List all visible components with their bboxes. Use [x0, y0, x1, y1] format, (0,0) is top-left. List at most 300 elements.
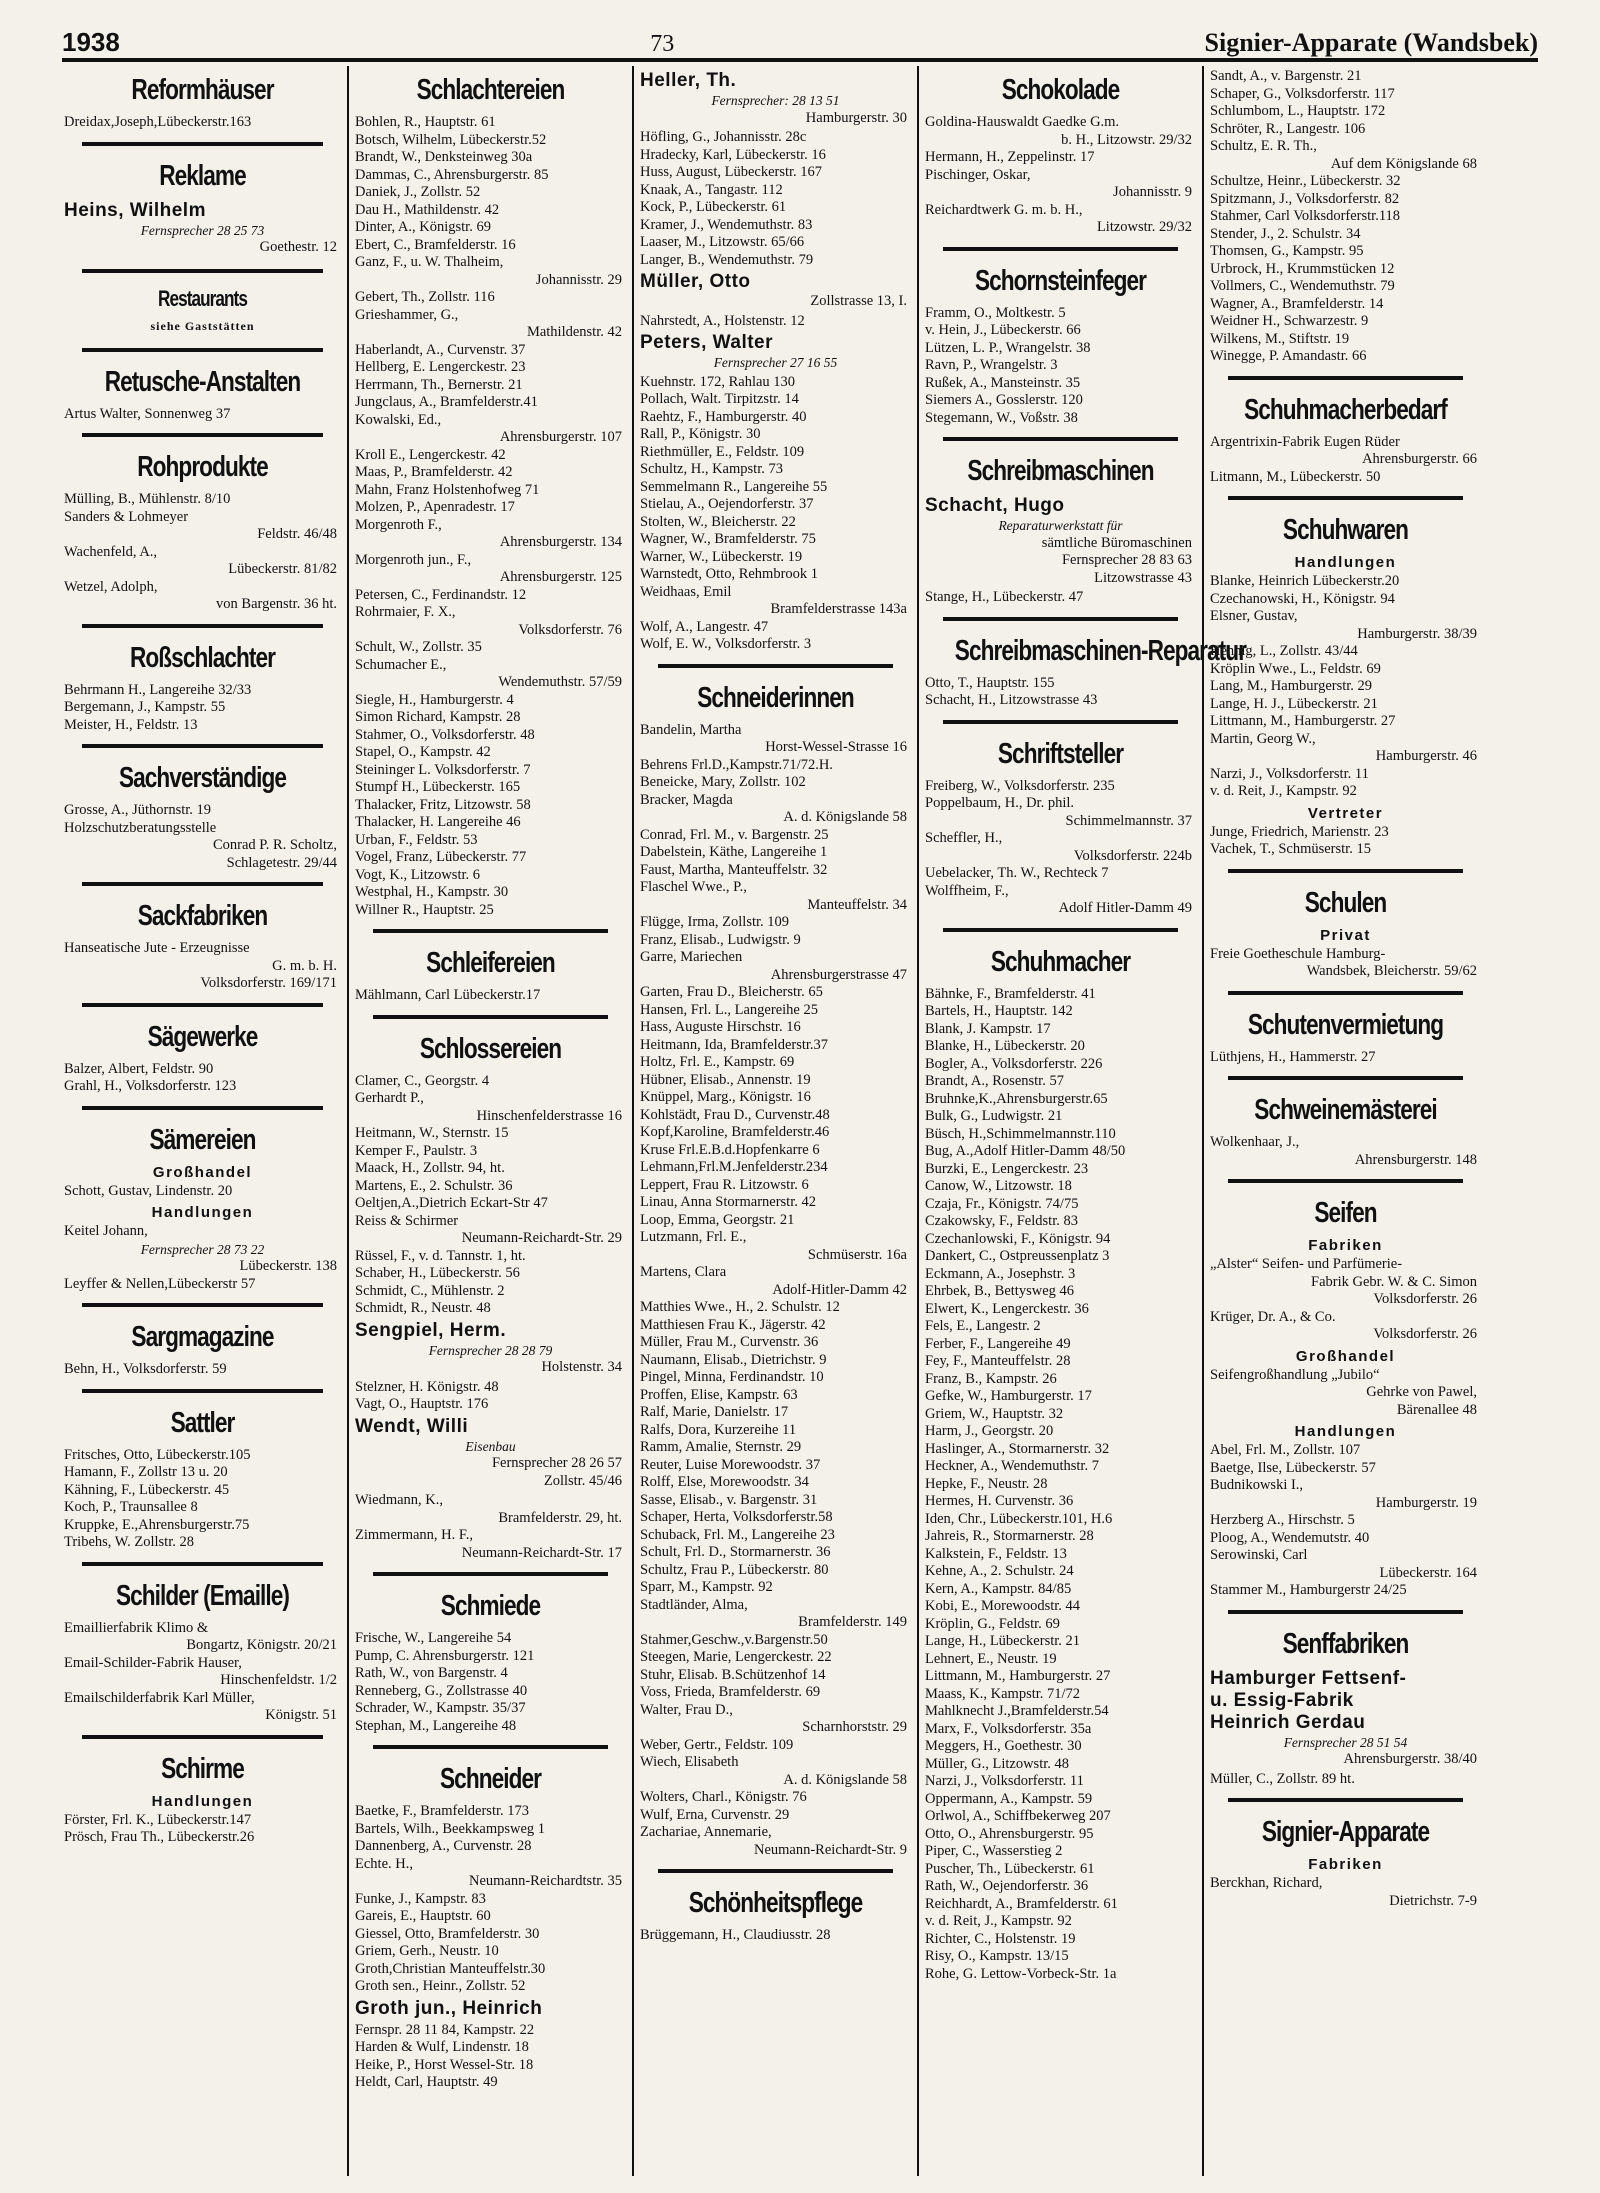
directory-entry: [925, 167, 1196, 202]
entry-name: Molzen, P., Apenradestr. 17: [355, 499, 515, 515]
entry-name: Lehmann,Frl.M.Jenfelderstr.234: [640, 1159, 828, 1175]
directory-entry: [355, 184, 626, 202]
directory-entry: [925, 1721, 1196, 1739]
entry-name: Wolffheim, F.,: [925, 882, 1009, 899]
entry-name: Groth,Christian Manteuffelstr.30: [355, 1960, 546, 1977]
entry-address: Gehrke von Pawel,: [1366, 1384, 1477, 1400]
directory-entry: [355, 1090, 626, 1125]
entry-name: Schacht, Hugo: [925, 495, 1065, 516]
entry-name: Stahmer,Geschw.,v.Bargenstr.50: [640, 1631, 828, 1648]
entry-address: Fernsprecher 28 83 63: [1061, 552, 1192, 568]
entry-name: Gerhardt P.,: [355, 1090, 424, 1106]
directory-entry: [925, 1738, 1196, 1756]
entry-address: Adolf Hitler-Damm 49: [1058, 900, 1192, 916]
entry-address: Hamburgerstr. 30: [805, 109, 907, 126]
entry-name: u. Essig-Fabrik: [1210, 1689, 1354, 1711]
entry-name: Maass, K., Kampstr. 71/72: [925, 1685, 1081, 1702]
directory-entry: [925, 1843, 1196, 1861]
section-divider: [943, 928, 1178, 932]
entry-name: Oppermann, A., Kampstr. 59: [925, 1790, 1093, 1807]
section-heading: Schuhwaren: [1282, 514, 1409, 546]
entry-address: Mathildenstr. 42: [526, 324, 622, 340]
entry-name: Argentrixin-Fabrik Eugen Rüder: [1210, 433, 1400, 450]
directory-entry: [640, 444, 911, 462]
entry-name: Vagt, O., Hauptstr. 176: [355, 1396, 489, 1412]
directory-section: [640, 674, 911, 1864]
directory-entry: [925, 1581, 1196, 1599]
entry-name: Vogt, K., Litzowstr. 6: [355, 866, 480, 883]
section-divider: [82, 348, 323, 352]
entry-name: Haslinger, A., Stormarnerstr. 32: [925, 1440, 1110, 1457]
entry-name: Lüthjens, H., Hammerstr. 27: [1210, 1048, 1376, 1065]
entry-name: Holtz, Frl. E., Kampstr. 69: [640, 1054, 795, 1070]
entry-name: Ralfs, Dora, Kurzereihe 11: [640, 1421, 797, 1438]
entry-name: Emailschilderfabrik Karl Müller,: [64, 1689, 255, 1706]
directory-entry: [925, 1633, 1196, 1651]
entry-name: Fernspr. 28 11 84, Kampstr. 22: [355, 2021, 535, 2038]
entry-name: Nahrstedt, A., Holstenstr. 12: [640, 312, 805, 329]
page-number: 73: [650, 31, 675, 57]
entry-phone: Eisenbau: [465, 1438, 516, 1454]
directory-entry: [925, 1668, 1196, 1686]
directory-entry: [355, 779, 626, 797]
directory-entry: [1210, 1460, 1481, 1478]
directory-section: [640, 66, 911, 658]
entry-address: Feldstr. 46/48: [257, 526, 337, 542]
directory-entry: [355, 744, 626, 762]
directory-entry: [640, 1107, 911, 1125]
entry-name: Czaja, Fr., Königstr. 74/75: [925, 1195, 1079, 1212]
entry-phone: Fernsprecher 28 25 73: [140, 222, 265, 238]
entry-name: Reichardtwerk G. m. b. H.,: [925, 201, 1083, 218]
section-divider: [82, 1735, 323, 1739]
directory-entry: [925, 1598, 1196, 1616]
directory-entry: [640, 271, 911, 311]
entry-name: Stephan, M., Langereihe 48: [355, 1717, 517, 1734]
entry-name: Stuhr, Elisab. B.Schützenhof 14: [640, 1666, 826, 1683]
entry-name: Knaak, A., Tangastr. 112: [640, 181, 783, 198]
entry-name: Förster, Frl. K., Lübeckerstr.147: [64, 1811, 252, 1828]
entry-name: Hamann, F., Zollstr 13 u. 20: [64, 1464, 228, 1480]
entry-name: Lützen, L. P., Wrangelstr. 38: [925, 339, 1091, 356]
entry-name: Matthiesen Frau K., Jägerstr. 42: [640, 1316, 826, 1333]
entry-name: Hansen, Frl. L., Langereihe 25: [640, 1001, 818, 1018]
directory-entry: [355, 1630, 626, 1648]
directory-entry: [640, 1509, 911, 1527]
directory-entry: [640, 409, 911, 427]
directory-entry: [925, 375, 1196, 393]
directory-section: [1210, 1189, 1481, 1604]
directory-entry: [64, 1499, 341, 1517]
directory-entry: [1210, 1547, 1481, 1582]
section-divider: [1228, 1076, 1463, 1080]
entry-address: Fernsprecher 28 26 57: [491, 1455, 622, 1471]
entry-address: Neumann-Reichardt-Str. 29: [461, 1230, 622, 1246]
entry-name: Baetke, F., Bramfelderstr. 173: [355, 1803, 530, 1819]
entry-address: Hamburgerstr. 19: [1375, 1494, 1477, 1511]
entry-address: Königstr. 51: [265, 1707, 337, 1723]
entry-name: Stender, J., 2. Schulstr. 34: [1210, 225, 1361, 242]
entry-name: Laaser, M., Litzowstr. 65/66: [640, 234, 805, 250]
section-heading: Schilder (Emaille): [116, 1579, 289, 1612]
directory-entry: [355, 342, 626, 360]
entry-name: Zachariae, Annemarie,: [640, 1824, 772, 1840]
entry-name: Stolten, W., Bleicherstr. 22: [640, 513, 796, 530]
entry-phone: Fernsprecher 28 73 22: [140, 1241, 265, 1257]
entry-name: Oeltjen,A.,Dietrich Eckart-Str 47: [355, 1195, 548, 1211]
directory-entry: [64, 1517, 341, 1535]
entry-name: Hermann, H., Zeppelinstr. 17: [925, 149, 1095, 165]
section-divider: [82, 269, 323, 273]
directory-entry: [640, 1072, 911, 1090]
entry-name: Naumann, Elisab., Dietrichstr. 9: [640, 1351, 827, 1368]
section-subheading: Fabriken: [1308, 1237, 1383, 1254]
directory-entry: [925, 1966, 1196, 1984]
entry-name: Reuter, Luise Morewoodstr. 37: [640, 1456, 821, 1473]
directory-column: [917, 66, 1247, 2176]
entry-name: Heitmann, Ida, Bramfelderstr.37: [640, 1036, 829, 1053]
entry-name: Pump, C. Ahrensburgerstr. 121: [355, 1647, 535, 1664]
entry-name: Hepke, F., Neustr. 28: [925, 1475, 1048, 1492]
directory-entry: [640, 1089, 911, 1107]
directory-entry: [64, 579, 341, 614]
section-divider: [943, 720, 1178, 724]
entry-name: Rath, W., Oejendorferstr. 36: [925, 1878, 1089, 1894]
directory-entry: [640, 1807, 911, 1825]
section-divider: [82, 1003, 323, 1007]
entry-name: Vollmers, C., Wendemuthstr. 79: [1210, 278, 1395, 294]
entry-name: Faust, Martha, Manteuffelstr. 32: [640, 861, 828, 878]
entry-address: Manteuffelstr. 34: [807, 896, 907, 913]
entry-name: Stahmer, O., Volksdorferstr. 48: [355, 726, 535, 743]
directory-entry: [640, 774, 911, 792]
entry-name: Ganz, F., u. W. Thalheim,: [355, 254, 504, 270]
directory-entry: [355, 1718, 626, 1736]
entry-name: Berckhan, Richard,: [1210, 1875, 1323, 1891]
entry-name: Petersen, C., Ferdinandstr. 12: [355, 586, 527, 603]
directory-entry: [640, 1334, 911, 1352]
directory-entry: [925, 1703, 1196, 1721]
entry-address: Hinschenfelderstrasse 16: [476, 1107, 622, 1124]
entry-name: Renneberg, G., Zollstrasse 40: [355, 1682, 528, 1699]
directory-entry: [640, 1124, 911, 1142]
entry-name: Behn, H., Volksdorferstr. 59: [64, 1361, 227, 1377]
entry-name: Frische, W., Langereihe 54: [355, 1630, 512, 1646]
directory-entry: [355, 639, 626, 657]
directory-entry: [1210, 573, 1481, 591]
entry-name: Hellberg, E. Lengerckestr. 23: [355, 359, 526, 375]
directory-section: [1210, 1808, 1481, 1914]
directory-section: [1210, 1001, 1481, 1071]
entry-name: Czakowsky, F., Feldstr. 83: [925, 1213, 1078, 1229]
directory-entry: [355, 2074, 626, 2092]
directory-entry: [355, 394, 626, 412]
directory-entry: [640, 1474, 911, 1492]
entry-address: Horst-Wessel-Strasse 16: [765, 739, 907, 755]
entry-address: Fabrik Gebr. W. & C. Simon: [1311, 1273, 1477, 1290]
entry-name: Dannenberg, A., Curvenstr. 28: [355, 1838, 532, 1854]
directory-entry: [925, 1528, 1196, 1546]
directory-entry: [640, 1019, 911, 1037]
directory-entry: [355, 832, 626, 850]
entry-name: Willner R., Hauptstr. 25: [355, 901, 494, 918]
entry-name: Vachek, T., Schmüserstr. 15: [1210, 841, 1371, 857]
entry-name: Höfling, G., Johannisstr. 28c: [640, 129, 807, 145]
entry-address: Neumann-Reichardt-Str. 9: [753, 1841, 907, 1858]
entry-name: Bartels, H., Hauptstr. 142: [925, 1003, 1073, 1019]
directory-section: [925, 730, 1196, 922]
directory-entry: [640, 636, 911, 654]
directory-entry: [355, 657, 626, 692]
directory-entry: [925, 830, 1196, 865]
directory-entry: [355, 1891, 626, 1909]
directory-section: [64, 634, 341, 739]
directory-section: [925, 938, 1196, 1988]
entry-name: Brandt, W., Denksteinweg 30a: [355, 149, 533, 165]
entry-name: Harm, J., Georgstr. 20: [925, 1423, 1054, 1439]
directory-entry: [640, 1177, 911, 1195]
directory-entry: [640, 496, 911, 514]
entry-address: Zollstr. 45/46: [543, 1472, 622, 1489]
entry-name: Wetzel, Adolph,: [64, 578, 158, 595]
directory-entry: [355, 359, 626, 377]
entry-name: „Alster“ Seifen- und Parfümerie-: [1210, 1256, 1403, 1272]
directory-entry: [925, 1808, 1196, 1826]
entry-name: Schrader, W., Kampstr. 35/37: [355, 1700, 526, 1716]
entry-name: Stapel, O., Kampstr. 42: [355, 744, 491, 760]
directory-entry: [640, 1387, 911, 1405]
entry-address: von Bargenstr. 36 ht.: [216, 596, 337, 612]
entry-name: Weidner H., Schwarzestr. 9: [1210, 313, 1369, 329]
entry-name: Müller, Frau M., Curvenstr. 36: [640, 1334, 819, 1350]
entry-name: Weidhaas, Emil: [640, 583, 732, 600]
directory-entry: [640, 374, 911, 392]
directory-entry: [925, 1371, 1196, 1389]
entry-address: Neumann-Reichardt-Str. 17: [461, 1544, 622, 1561]
entry-name: Kemper F., Paulstr. 3: [355, 1142, 478, 1159]
entry-address: Johannisstr. 29: [535, 271, 622, 288]
directory-entry: [640, 1579, 911, 1597]
entry-name: Wolf, E. W., Volksdorferstr. 3: [640, 636, 812, 652]
directory-entry: [355, 1073, 626, 1091]
directory-entry: [640, 757, 911, 775]
directory-section: [925, 257, 1196, 432]
entry-name: Dammas, C., Ahrensburgerstr. 85: [355, 166, 549, 183]
section-divider: [82, 744, 323, 748]
entry-name: Huss, August, Lübeckerstr. 167: [640, 164, 823, 180]
directory-entry: [355, 884, 626, 902]
entry-address: Lübeckerstr. 138: [239, 1258, 337, 1274]
directory-entry: [640, 984, 911, 1002]
entry-name: Sasse, Elisab., v. Bargenstr. 31: [640, 1491, 818, 1508]
section-heading: Retusche-Anstalten: [104, 365, 301, 398]
directory-entry: [64, 1690, 341, 1725]
entry-address: Volksdorferstr. 26: [1373, 1326, 1477, 1342]
directory-entry: [640, 862, 911, 880]
entry-name: Seifengroßhandlung „Jubilo“: [1210, 1366, 1380, 1383]
directory-entry: [355, 1978, 626, 1996]
directory-entry: [925, 1038, 1196, 1056]
directory-entry: [640, 1212, 911, 1230]
entry-name: Harden & Wulf, Lindenstr. 18: [355, 2039, 529, 2055]
entry-name: Raehtz, F., Hamburgerstr. 40: [640, 408, 807, 425]
entry-name: Ferber, F., Langereihe 49: [925, 1335, 1071, 1352]
entry-name: Email-Schilder-Fabrik Hauser,: [64, 1654, 242, 1671]
entry-name: Canow, W., Litzowstr. 18: [925, 1178, 1072, 1194]
entry-name: Blank, J. Kampstr. 17: [925, 1020, 1051, 1037]
entry-name: Sandt, A., v. Bargenstr. 21: [1210, 68, 1362, 84]
entry-name: Wolkenhaar, J.,: [1210, 1134, 1300, 1150]
directory-entry: [64, 802, 341, 820]
directory-entry: [640, 531, 911, 549]
section-divider: [1228, 1610, 1463, 1614]
directory-entry: [640, 1264, 911, 1299]
directory-section: [64, 1745, 341, 1851]
directory-entry: [355, 1926, 626, 1944]
entry-name: Uebelacker, Th. W., Rechteck 7: [925, 865, 1109, 881]
entry-name: Baetge, Ilse, Lübeckerstr. 57: [1210, 1459, 1376, 1476]
directory-entry: [640, 914, 911, 932]
entry-name: Winegge, P. Amandastr. 66: [1210, 348, 1367, 364]
section-heading: Schönheitspflege: [688, 1887, 863, 1919]
entry-name: Funke, J., Kampstr. 83: [355, 1890, 486, 1907]
directory-entry: [925, 392, 1196, 410]
section-subheading: Privat: [1320, 926, 1371, 944]
entry-name: Herzberg A., Hirschstr. 5: [1210, 1512, 1355, 1528]
entry-name: Schumacher E.,: [355, 656, 447, 673]
entry-name: Garre, Mariechen: [640, 949, 743, 965]
entry-name: v. d. Reit, J., Kampstr. 92: [925, 1913, 1072, 1929]
directory-entry: [64, 1447, 341, 1465]
entry-name: Serowinski, Carl: [1210, 1547, 1308, 1563]
directory-entry: [1210, 208, 1481, 226]
entry-name: Müller, G., Litzowstr. 48: [925, 1755, 1070, 1772]
directory-entry: [925, 589, 1196, 607]
directory-entry: [640, 1737, 911, 1755]
entry-name: Bogler, A., Volksdorferstr. 226: [925, 1055, 1103, 1072]
entry-name: Ehrbek, B., Bettysweg 46: [925, 1283, 1075, 1299]
directory-entry: [1210, 1049, 1481, 1067]
entry-name: Spitzmann, J., Volksdorferstr. 82: [1210, 190, 1400, 207]
entry-address: Wendemuthstr. 57/59: [498, 674, 622, 690]
directory-entry: [1210, 331, 1481, 349]
directory-entry: [640, 164, 911, 182]
directory-entry: [925, 1878, 1196, 1896]
section-heading: Schreibmaschinen-Reparatur: [954, 634, 1247, 667]
section-divider: [373, 929, 608, 933]
entry-name: Hermes, H. Curvenstr. 36: [925, 1493, 1074, 1509]
directory-entry: [1210, 261, 1481, 279]
directory-entry: [355, 1856, 626, 1891]
entry-name: Stahmer, Carl Volksdorferstr.118: [1210, 208, 1401, 224]
directory-entry: [925, 675, 1196, 693]
directory-section: [64, 152, 341, 263]
directory-entry: [925, 1336, 1196, 1354]
entry-name: Franz, Elisab., Ludwigstr. 9: [640, 931, 801, 948]
directory-entry: [1210, 348, 1481, 366]
entry-name: Mählmann, Carl Lübeckerstr.17: [355, 987, 541, 1003]
section-divider: [373, 1745, 608, 1749]
entry-name: Abel, Frl. M., Zollstr. 107: [1210, 1442, 1361, 1458]
entry-name: Kowalski, Ed.,: [355, 411, 442, 428]
directory-entry: [1210, 1668, 1481, 1769]
section-heading: Restaurants: [158, 285, 247, 311]
directory-entry: [640, 147, 911, 165]
directory-entry: [925, 865, 1196, 883]
directory-entry: [925, 1161, 1196, 1179]
section-subheading: Großhandel: [152, 1163, 253, 1181]
entry-name: Wolf, A., Langestr. 47: [640, 618, 769, 635]
entry-name: Bohlen, R., Hauptstr. 61: [355, 114, 496, 130]
entry-name: Martens, E., 2. Schulstr. 36: [355, 1177, 513, 1194]
entry-phone: Fernsprecher: 28 13 51: [711, 93, 840, 108]
directory-entry: [355, 1265, 626, 1283]
entry-name: Eckmann, A., Josephstr. 3: [925, 1265, 1076, 1282]
directory-entry: [925, 1616, 1196, 1634]
directory-entry: [355, 1961, 626, 1979]
entry-name: Franz, B., Kampstr. 26: [925, 1370, 1057, 1387]
entry-name: Gefke, W., Hamburgerstr. 17: [925, 1388, 1092, 1404]
directory-entry: [1210, 1530, 1481, 1548]
section-heading: Schornsteinfeger: [974, 264, 1147, 297]
entry-name: Gebert, Th., Zollstr. 116: [355, 289, 495, 305]
entry-name: Schultze, Heinr., Lübeckerstr. 32: [1210, 173, 1401, 189]
entry-name: Botsch, Wilhelm, Lübeckerstr.52: [355, 131, 547, 148]
directory-entry: [925, 1546, 1196, 1564]
entry-name: Herrmann, Th., Bernerstr. 21: [355, 376, 523, 393]
entry-name: Hamburger Fettsenf-: [1210, 1667, 1407, 1689]
entry-name: Otto, O., Ahrensburgerstr. 95: [925, 1825, 1094, 1842]
directory-entry: [925, 1773, 1196, 1791]
directory-entry: [355, 604, 626, 639]
entry-address: Bongartz, Königstr. 20/21: [186, 1637, 337, 1653]
directory-entry: [640, 1369, 911, 1387]
entry-address: Schlagetestr. 29/44: [226, 854, 337, 871]
directory-entry: [355, 867, 626, 885]
entry-name: Kramer, J., Wendemuthstr. 83: [640, 216, 813, 233]
entry-name: Simon Richard, Kampstr. 28: [355, 709, 521, 725]
section-heading: Sachverständige: [118, 762, 286, 794]
entry-name: Grieshammer, G.,: [355, 306, 459, 323]
entry-address: Adolf-Hitler-Damm 42: [772, 1281, 907, 1298]
entry-name: Clamer, C., Georgstr. 4: [355, 1072, 490, 1089]
directory-entry: [640, 234, 911, 252]
section-heading: Schweinemästerei: [1254, 1094, 1437, 1126]
directory-entry: [64, 717, 341, 735]
directory-entry: [1210, 783, 1481, 801]
entry-name: Hradecky, Karl, Lübeckerstr. 16: [640, 146, 826, 163]
entry-name: Pischinger, Oskar,: [925, 166, 1031, 183]
entry-name: Siemers A., Gosslerstr. 120: [925, 392, 1083, 408]
entry-name: Bandelin, Martha: [640, 721, 742, 738]
directory-entry: [355, 1492, 626, 1527]
directory-entry: [925, 1178, 1196, 1196]
entry-name: Schaber, H., Lübeckerstr. 56: [355, 1265, 520, 1281]
entry-address: Schmüserstr. 16a: [807, 1246, 907, 1263]
entry-name: Sparr, M., Kampstr. 92: [640, 1579, 773, 1595]
entry-name: Schröter, R., Langestr. 106: [1210, 120, 1366, 137]
directory-entry: [925, 1913, 1196, 1931]
entry-name: Dau H., Mathildenstr. 42: [355, 201, 500, 218]
section-heading: Schuhmacher: [990, 945, 1131, 978]
entry-address: Bramfelderstr. 149: [798, 1614, 907, 1630]
entry-name: Pingel, Minna, Ferdinandstr. 10: [640, 1369, 824, 1385]
directory-entry: [355, 1213, 626, 1248]
directory-entry: [925, 340, 1196, 358]
directory-entry: [925, 1318, 1196, 1336]
entry-name: Thalacker, Fritz, Litzowstr. 58: [355, 796, 531, 813]
directory-entry: [925, 1651, 1196, 1669]
